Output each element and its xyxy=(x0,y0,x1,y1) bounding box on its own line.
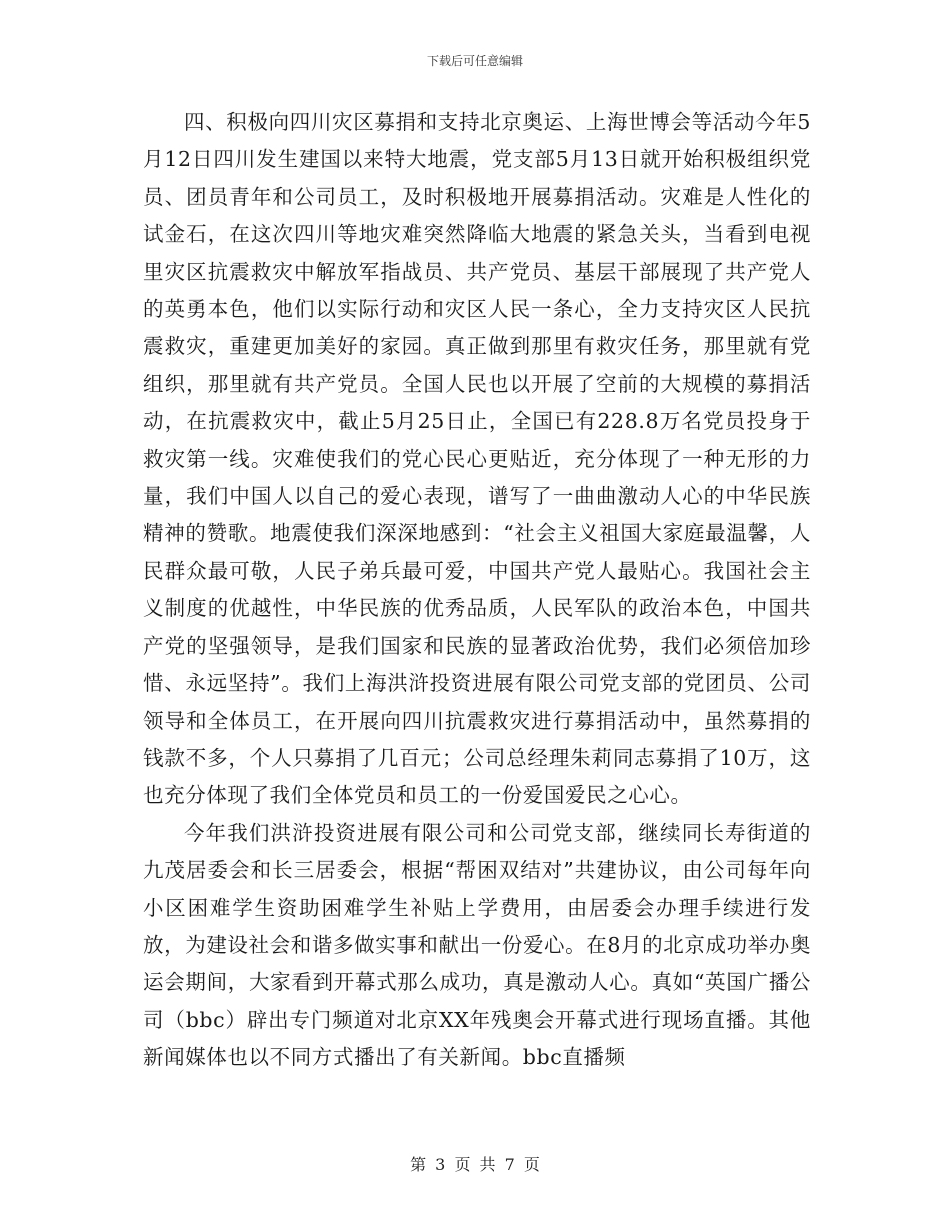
document-body xyxy=(143,104,811,1077)
page-header-note: 下载后可任意编辑 xyxy=(426,54,523,68)
page-number: 第 3 页 共 7 页 xyxy=(410,1155,540,1174)
paragraph-community-support: 今年我们洪浒投资进展有限公司和公司党支部，继续同长寿街道的九茂居委会和长三居委会，根据“帮困双结对”共建协议，由公司每年向小区困难学生资助困难学生补贴上学费用，由居委会办理手续进行发放，为建设社会和谐多做实事和献出一份爱心。在8月的北京成功举办奥运会期间，大家看到开幕式那么成功，真是激动人心。真如“英国广播公司（bbc）辟出专门频道对北京XX年残奥会开幕式进行现场直播。其他新闻媒体也以不同方式播出了有关新闻。bbc直播频 xyxy=(143,820,811,1070)
paragraph-donation: 四、积极向四川灾区募捐和支持北京奥运、上海世博会等活动今年5月12日四川发生建国以来特大地震，党支部5月13日就开始积极组织党员、团员青年和公司员工，及时积极地开展募捐活动。灾难是人性化的试金石，在这次四川等地灾难突然降临大地震的紧急关头，当看到电视里灾区抗震救灾中解放军指战员、共产党员、基层干部展现了共产党人的英勇本色，他们以实际行动和灾区人民一条心，全力支持灾区人民抗震救灾，重建更加美好的家园。真正做到那里有救灾任务，那里就有党组织，那里就有共产党员。全国人民也以开展了空前的大规模的募捐活动，在抗震救灾中，截止5月25日止，全国已有228.8万名党员投身于救灾第一线。灾难使我们的党心民心更贴近，充分体现了一种无形的力量，我们中国人以自己的爱心表现，谱写了一曲曲激动人心的中华民族精神的赞歌。地震使我们深深地感到：“社会主义祖国大家庭最温馨，人民群众最可敬，人民子弟兵最可爱，中国共产党人最贴心。我国社会主义制度的优越性，中华民族的优秀品质，人民军队的政治本色，中国共产党的坚强领导，是我们国家和民族的显著政治优势，我们必须倍加珍惜、永远坚持”。我们上海洪浒投资进展有限公司党支部的党团员、公司领导和全体员工，在开展向四川抗震救灾进行募捐活动中，虽然募捐的钱款不多，个人只募捐了几百元；公司总经理朱莉同志募捐了10万，这也充分体现了我们全体党员和员工的一份爱国爱民之心心。 xyxy=(143,110,811,808)
